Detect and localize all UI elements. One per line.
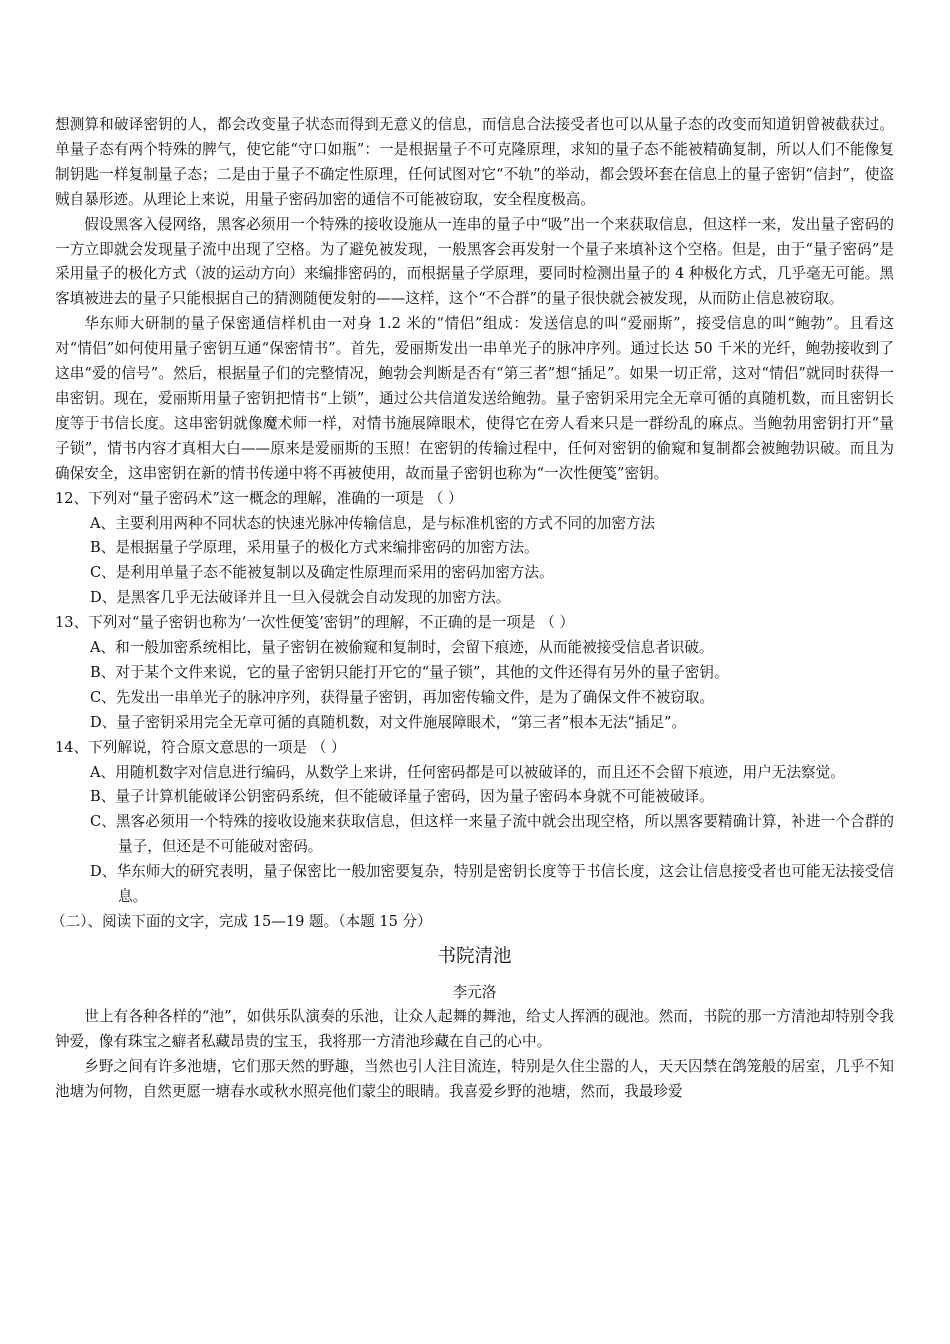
option-d: D、是黑客几乎无法破译并且一旦入侵就会自动发现的加密方法。 bbox=[90, 589, 511, 607]
question-12 bbox=[55, 487, 894, 612]
passage-paragraph: 想测算和破译密钥的人，都会改变量子状态而得到无意义的信息，而信息合法接受者也可以从量子态的改变而知道钥曾被截获过。单量子态有两个特殊的脾气，使它能“守口如瓶”：一是根据量子不可克隆原理，求知的量子态不能被精确复制，所以人们不能像复制钥匙一样复制量子态；二是由于量子不确定性原理，任何试图对它“不轨”的举动，都会毁坏套在信息上的量子密钥“信封”，使盗贼自暴形迹。从理论上来说，用量子密码加密的通信不可能被窃取，安全程度极高。 bbox=[55, 116, 894, 208]
option-d: D、华东师大的研究表明，量子保密比一般加密要复杂，特别是密钥长度等于书信长度，这会让信息接受者也可能无法接受信息。 bbox=[90, 863, 894, 906]
option-d: D、量子密钥采用完全无章可循的真随机数，对文件施展障眼术，“第三者”根本无法“插足”。 bbox=[90, 713, 687, 731]
essay-author: 李元洛 bbox=[452, 983, 497, 1001]
question-stem: 13、下列对“量子密钥也称为‘一次性便笺’密钥”的理解，不正确的是一项是 （ ） bbox=[55, 614, 575, 632]
passage-paragraph: 华东师大研制的量子保密通信样机由一对身 1.2 米的“情侣”组成：发送信息的叫“爱丽斯”，接受信息的叫“鲍勃”。且看这对“情侣”如何使用量子密钥互通“保密情书”。首先，爱丽斯发出一串单光子的脉冲序列。通过长达 50 千米的光纤，鲍勃接收到了这串“爱的信号”。然后，根据量子们的完整情况，鲍勃会判断是否有“第三者”想“插足”。如果一切正常，这对“情侣”就同时获得一串密钥。现在，爱丽斯用量子密钥把情书“上锁”，通过公共信道发送给鲍勃。量子密钥采用完全无章可循的真随机数，而且密钥长度等于书信长度。这串密钥就像魔术师一样，对情书施展障眼术，使得它在旁人看来只是一群纷乱的麻点。当鲍勃用密钥打开“量子锁”，情书内容才真相大白——原来是爱丽斯的玉照！在密钥的传输过程中，任何对密钥的偷窥和复制都会被鲍勃识破。而且为确保安全，这串密钥在新的情书传递中将不再被使用，故而量子密钥也称为“一次性便笺”密钥。 bbox=[55, 315, 894, 482]
section-heading: （二）、阅读下面的文字，完成 15—19 题。（本题 15 分） bbox=[51, 913, 432, 930]
option-a: A、用随机数字对信息进行编码，从数学上来讲，任何密码都是可以被破译的，而且还不会留下痕迹，用户无法察觉。 bbox=[90, 763, 845, 781]
question-13 bbox=[55, 611, 894, 736]
question-stem: 14、下列解说，符合原文意思的一项是 （ ） bbox=[55, 738, 346, 756]
option-c: C、是利用单量子态不能被复制以及确定性原理而采用的密码加密方法。 bbox=[90, 564, 554, 582]
section-two bbox=[51, 910, 894, 1105]
option-b: B、是根据量子学原理，采用量子的极化方式来编排密码的加密方法。 bbox=[90, 539, 539, 557]
option-b: B、量子计算机能破译公钥密码系统，但不能破译量子密码，因为量子密码本身就不可能被破译。 bbox=[90, 788, 714, 806]
question-14 bbox=[55, 736, 894, 910]
option-a: A、主要利用两种不同状态的快速光脉冲传输信息，是与标准机密的方式不同的加密方法 bbox=[90, 514, 656, 532]
option-a: A、和一般加密系统相比，量子密钥在被偷窥和复制时，会留下痕迹，从而能被接受信息者识破。 bbox=[90, 639, 714, 657]
option-b: B、对于某个文件来说，它的量子密钥只能打开它的“量子锁”，其他的文件还得有另外的量子密钥。 bbox=[90, 663, 729, 681]
essay-paragraph: 世上有各种各样的“池”，如供乐队演奏的乐池，让众人起舞的舞池，给丈人挥洒的砚池。然而，书院的那一方清池却特别令我钟爱，像有珠宝之癖者私藏昂贵的宝玉，我将那一方清池珍藏在自己的心中。 bbox=[55, 1007, 894, 1050]
passage-body bbox=[55, 113, 894, 487]
option-c: C、先发出一串单光子的脉冲序列，获得量子密钥，再加密传输文件，是为了确保文件不被窃取。 bbox=[90, 688, 715, 706]
option-c: C、黑客必须用一个特殊的接收设施来获取信息，但这样一来量子流中就会出现空格，所以黑客要精确计算，补进一个合群的量子，但还是不可能破对密码。 bbox=[90, 813, 894, 856]
question-stem: 12、下列对“量子密码术”这一概念的理解，准确的一项是 （ ） bbox=[55, 489, 463, 507]
essay-title: 书院清池 bbox=[437, 945, 512, 967]
passage-paragraph: 假设黑客入侵网络，黑客必须用一个特殊的接收设施从一连串的量子中“吸”出一个来获取信息，但这样一来，发出量子密码的一方立即就会发现量子流中出现了空格。为了避免被发现，一般黑客会再发射一个量子来填补这个空格。但是，由于“量子密码”是采用量子的极化方式（波的运动方向）来编排密码的，而根据量子学原理，要同时检测出量子的 4 种极化方式，几乎毫无可能。黑客填被进去的量子只能根据自己的猜测随便发射的——这样，这个“不合群”的量子很快就会被发现，从而防止信息被窃取。 bbox=[55, 215, 894, 308]
essay-paragraph: 乡野之间有许多池塘，它们那天然的野趣，当然也引人注目流连，特别是久住尘嚣的人，天天囚禁在鸽笼般的居室，几乎不知池塘为何物，自然更愿一塘春水或秋水照亮他们蒙尘的眼睛。我喜爱乡野的池塘，然而，我最珍爱 bbox=[55, 1057, 894, 1100]
